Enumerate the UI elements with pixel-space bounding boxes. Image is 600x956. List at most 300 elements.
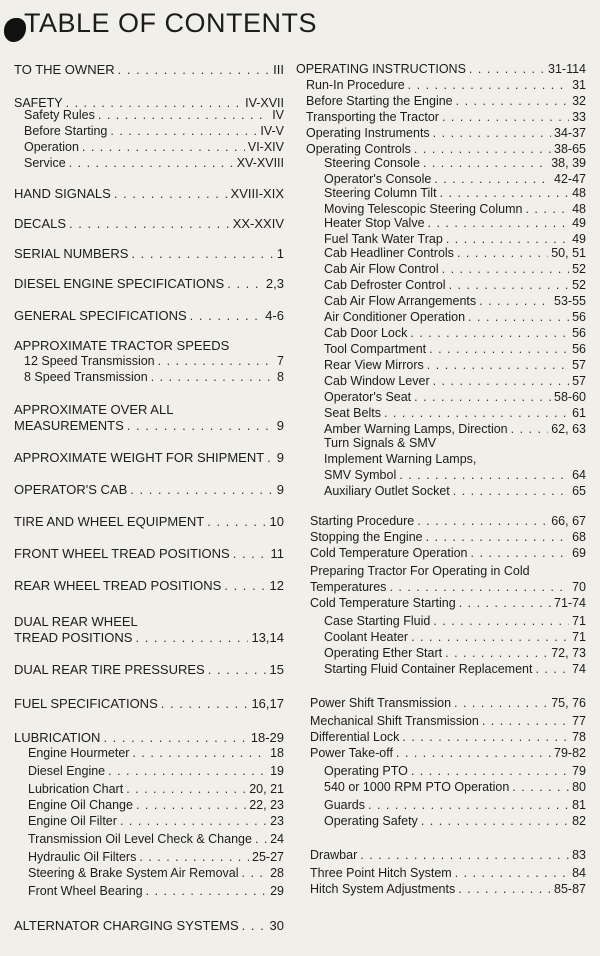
dot-leader (108, 764, 267, 779)
toc-entry (296, 714, 586, 729)
toc-entry-page: 11 (270, 546, 284, 561)
dot-leader (525, 202, 569, 217)
toc-entry (14, 746, 284, 761)
toc-entry-page: 38, 39 (551, 156, 586, 170)
dot-leader (453, 484, 569, 499)
toc-entry-label: Preparing Tractor For Operating in Cold (310, 564, 530, 578)
toc-entry (296, 484, 586, 499)
toc-entry-page: XX-XXIV (232, 216, 284, 231)
dot-leader (414, 390, 551, 405)
toc-entry-page: 18 (270, 746, 284, 760)
dot-leader (126, 782, 246, 797)
dot-leader (233, 546, 268, 561)
toc-entry-page: IV-XVII (245, 96, 284, 110)
toc-entry-page: 2,3 (265, 276, 284, 291)
toc-entry-label: Operating Controls (306, 142, 411, 156)
toc-entry-page: 75, 76 (551, 696, 586, 710)
dot-leader (434, 172, 551, 187)
toc-entry (296, 646, 586, 661)
toc-entry (296, 232, 586, 247)
toc-entry (296, 564, 586, 579)
toc-entry-label: Operator's Console (324, 172, 432, 186)
toc-entry-page: 48 (572, 186, 586, 200)
toc-entry-page: 72, 73 (551, 646, 586, 660)
dot-leader (208, 662, 267, 677)
dot-leader (433, 374, 569, 389)
toc-entry-page: IV (272, 108, 284, 122)
toc-entry-page: 25-27 (252, 850, 284, 864)
dot-leader (139, 850, 249, 865)
toc-entry-label: Operating PTO (324, 764, 408, 778)
dot-leader (114, 186, 228, 201)
dot-leader (127, 418, 274, 433)
toc-entry-label: TREAD POSITIONS (14, 630, 133, 645)
toc-entry-page: XVIII-XIX (230, 186, 284, 201)
toc-entry (14, 216, 284, 231)
toc-entry (296, 202, 586, 217)
dot-leader (69, 216, 230, 231)
toc-entry-label: Cold Temperature Operation (310, 546, 468, 560)
toc-entry-page: 52 (572, 278, 586, 292)
toc-entry-label: Operating Safety (324, 814, 418, 828)
toc-entry (296, 342, 586, 357)
toc-entry (14, 918, 284, 933)
toc-entry-page: 82 (572, 814, 586, 828)
toc-entry (14, 354, 284, 369)
dot-leader (429, 342, 569, 357)
toc-entry-label: Service (24, 156, 66, 170)
toc-entry (296, 630, 586, 645)
toc-entry-label: DUAL REAR WHEEL (14, 614, 138, 629)
toc-entry-label: Front Wheel Bearing (28, 884, 143, 898)
toc-entry-page: 50, 51 (551, 246, 586, 260)
toc-entry (296, 882, 586, 897)
toc-entry-label: APPROXIMATE OVER ALL (14, 402, 174, 417)
dot-leader (479, 294, 551, 309)
dot-leader (242, 866, 268, 881)
dot-leader (360, 848, 569, 863)
toc-entry (296, 436, 586, 451)
toc-entry (14, 662, 284, 677)
page-title: TABLE OF CONTENTS (24, 8, 318, 38)
toc-entry (14, 782, 284, 797)
toc-entry-label: Cold Temperature Starting (310, 596, 456, 610)
toc-entry-page: 7 (277, 354, 284, 368)
toc-entry-page: 8 (277, 370, 284, 384)
toc-entry (296, 866, 586, 881)
dot-leader (368, 798, 569, 813)
toc-entry-page: 28 (270, 866, 284, 880)
toc-entry-page: 56 (572, 326, 586, 340)
toc-entry-page: 34-37 (554, 126, 586, 140)
toc-entry-page: 78 (572, 730, 586, 744)
dot-leader (396, 746, 551, 761)
toc-entry-label: Hitch System Adjustments (310, 882, 456, 896)
toc-entry-label: Three Point Hitch System (310, 866, 452, 880)
toc-entry-page: 9 (276, 450, 284, 465)
toc-entry-label: Cab Air Flow Arrangements (324, 294, 477, 308)
toc-entry (296, 126, 586, 141)
toc-entry-label: Amber Warning Lamps, Direction (324, 422, 508, 436)
toc-entry (14, 850, 284, 865)
toc-entry-page: 77 (572, 714, 586, 728)
toc-entry-page: 18-29 (250, 730, 284, 745)
toc-entry-label: Engine Oil Change (28, 798, 133, 812)
toc-entry-page: 56 (572, 310, 586, 324)
toc-entry-page: 53-55 (554, 294, 586, 308)
dot-leader (456, 94, 569, 109)
toc-entry-page: 15 (269, 662, 284, 677)
toc-entry (296, 78, 586, 93)
toc-entry (14, 140, 284, 155)
dot-leader (103, 730, 247, 745)
toc-entry (14, 730, 284, 745)
toc-entry-label: Power Shift Transmission (310, 696, 452, 710)
toc-entry (14, 798, 284, 813)
dot-leader (482, 714, 569, 729)
toc-entry-label: OPERATING INSTRUCTIONS (296, 62, 466, 76)
toc-entry-label: 540 or 1000 RPM PTO Operation (324, 780, 510, 794)
toc-entry-label: Operation (24, 140, 79, 154)
toc-entry (14, 884, 284, 899)
toc-entry (296, 156, 586, 171)
toc-entry (296, 62, 586, 77)
dot-leader (427, 358, 569, 373)
toc-entry (296, 390, 586, 405)
dot-leader (442, 110, 569, 125)
dot-leader (161, 696, 249, 711)
dot-leader (207, 514, 266, 529)
toc-entry-page: 49 (572, 232, 586, 246)
toc-entry-label: Operating Ether Start (324, 646, 443, 660)
dot-leader (469, 62, 545, 77)
toc-entry-label: Cab Door Lock (324, 326, 408, 340)
toc-entry-label: HAND SIGNALS (14, 186, 111, 201)
toc-entry (14, 402, 284, 417)
toc-entry-label: Cab Headliner Controls (324, 246, 454, 260)
dot-leader (423, 156, 548, 171)
dot-leader (132, 746, 267, 761)
dot-leader (158, 354, 274, 369)
toc-entry-page: 57 (572, 358, 586, 372)
toc-entry (296, 358, 586, 373)
toc-entry-page: 9 (276, 482, 284, 497)
toc-entry-page: 61 (572, 406, 586, 420)
toc-entry-page: 71-74 (554, 596, 586, 610)
toc-entry-page: 71 (572, 630, 586, 644)
toc-entry-label: Implement Warning Lamps, (324, 452, 477, 466)
dot-leader (426, 530, 570, 545)
toc-entry (296, 614, 586, 629)
toc-entry (14, 108, 284, 123)
toc-entry (14, 370, 284, 385)
toc-entry-label: Engine Hourmeter (28, 746, 130, 760)
toc-entry (296, 662, 586, 677)
toc-entry-label: Hydraulic Oil Filters (28, 850, 137, 864)
dot-leader (135, 630, 248, 645)
toc-entry-label: Drawbar (310, 848, 358, 862)
toc-entry-page: 69 (572, 546, 586, 560)
toc-entry-label: LUBRICATION (14, 730, 101, 745)
toc-entry-label: Differential Lock (310, 730, 400, 744)
dot-leader (190, 308, 263, 323)
toc-entry (14, 546, 284, 561)
toc-entry (296, 310, 586, 325)
toc-entry (296, 798, 586, 813)
dot-leader (399, 468, 569, 483)
toc-entry (14, 246, 284, 261)
toc-entry-page: 49 (572, 216, 586, 230)
toc-entry (14, 832, 284, 847)
toc-entry-label: 8 Speed Transmission (24, 370, 148, 384)
dot-leader (457, 246, 548, 261)
dot-leader (414, 142, 551, 157)
dot-leader (433, 614, 569, 629)
dot-leader (428, 216, 570, 231)
toc-entry-page: IV-V (260, 124, 284, 138)
toc-entry (296, 142, 586, 157)
dot-leader (468, 310, 569, 325)
toc-entry-page: 13,14 (251, 630, 284, 645)
toc-entry (296, 696, 586, 711)
toc-entry-label: FRONT WHEEL TREAD POSITIONS (14, 546, 230, 561)
dot-leader (511, 422, 549, 437)
toc-entry (296, 780, 586, 795)
toc-entry (296, 172, 586, 187)
toc-entry-label: Coolant Heater (324, 630, 409, 644)
toc-entry-label: Lubrication Chart (28, 782, 124, 796)
ink-blot-mark (4, 18, 26, 42)
toc-entry-label: Starting Fluid Container Replacement (324, 662, 533, 676)
toc-entry-label: Case Starting Fluid (324, 614, 431, 628)
toc-entry-label: Transporting the Tractor (306, 110, 439, 124)
dot-leader (131, 246, 273, 261)
toc-entry-label: Steering Console (324, 156, 420, 170)
dot-leader (454, 696, 548, 711)
toc-entry-label: FUEL SPECIFICATIONS (14, 696, 158, 711)
toc-entry-page: III (273, 62, 284, 77)
toc-entry (296, 94, 586, 109)
dot-leader (433, 126, 551, 141)
toc-entry (14, 338, 284, 353)
toc-entry (14, 696, 284, 711)
toc-entry (296, 730, 586, 745)
toc-entry-label: Steering Column Tilt (324, 186, 437, 200)
toc-entry-label: Operator's Seat (324, 390, 412, 404)
toc-entry-label: Temperatures (310, 580, 387, 594)
toc-entry-page: 79 (572, 764, 586, 778)
dot-leader (130, 482, 274, 497)
toc-entry (14, 62, 284, 77)
dot-leader (411, 630, 569, 645)
dot-leader (445, 646, 548, 661)
toc-entry-label: Diesel Engine (28, 764, 106, 778)
toc-entry-page: 65 (572, 484, 586, 498)
toc-entry-label: DUAL REAR TIRE PRESSURES (14, 662, 205, 677)
dot-leader (146, 884, 267, 899)
toc-entry (296, 294, 586, 309)
toc-entry (296, 422, 586, 437)
toc-entry-page: XV-XVIII (236, 156, 284, 170)
dot-leader (384, 406, 569, 421)
toc-entry-page: 4-6 (265, 308, 284, 323)
toc-entry-label: SAFETY (14, 96, 63, 110)
toc-entry-label: Turn Signals & SMV (324, 436, 437, 450)
dot-leader (408, 78, 569, 93)
toc-entry-label: GENERAL SPECIFICATIONS (14, 308, 187, 323)
toc-entry-page: 24 (270, 832, 284, 846)
toc-entry-page: 58-60 (554, 390, 586, 404)
dot-leader (471, 546, 570, 561)
toc-entry-page: 33 (572, 110, 586, 124)
toc-entry-label: Heater Stop Valve (324, 216, 425, 230)
toc-entry-label: Cab Defroster Control (324, 278, 446, 292)
dot-leader (449, 278, 570, 293)
dot-leader (455, 866, 569, 881)
dot-leader (417, 514, 548, 529)
toc-entry (14, 186, 284, 201)
toc-entry-label: DIESEL ENGINE SPECIFICATIONS (14, 276, 225, 291)
toc-entry-page: 64 (572, 468, 586, 482)
toc-entry (14, 814, 284, 829)
toc-entry-page: 23 (270, 814, 284, 828)
toc-entry-label: Steering & Brake System Air Removal (28, 866, 239, 880)
toc-entry-page: 48 (572, 202, 586, 216)
toc-entry-label: ALTERNATOR CHARGING SYSTEMS (14, 918, 239, 933)
toc-entry-page: 32 (572, 94, 586, 108)
toc-entry-page: 71 (572, 614, 586, 628)
toc-entry-label: SERIAL NUMBERS (14, 246, 129, 261)
toc-entry-page: 38-65 (554, 142, 586, 156)
dot-leader (227, 276, 263, 291)
toc-entry-label: APPROXIMATE WEIGHT FOR SHIPMENT (14, 450, 265, 465)
toc-entry-label: Mechanical Shift Transmission (310, 714, 479, 728)
toc-entry-page: 12 (269, 578, 284, 593)
dot-leader (442, 262, 569, 277)
toc-entry (14, 450, 284, 465)
toc-entry (296, 814, 586, 829)
toc-entry (296, 596, 586, 611)
toc-entry (14, 276, 284, 291)
dot-leader (98, 108, 269, 123)
toc-entry-page: VI-XIV (247, 140, 284, 154)
toc-entry (296, 580, 586, 595)
toc-entry (296, 374, 586, 389)
toc-entry-page: 80 (572, 780, 586, 794)
dot-leader (459, 596, 551, 611)
toc-entry-label: Rear View Mirrors (324, 358, 424, 372)
dot-leader (458, 882, 551, 897)
toc-entry (14, 866, 284, 881)
dot-leader (267, 450, 274, 465)
dot-leader (120, 814, 267, 829)
dot-leader (421, 814, 569, 829)
dot-leader (402, 730, 569, 745)
toc-entry-label: MEASUREMENTS (14, 418, 124, 433)
dot-leader (224, 578, 266, 593)
toc-entry-page: 30 (269, 918, 284, 933)
toc-entry-label: Run-In Procedure (306, 78, 405, 92)
toc-entry-page: 79-82 (554, 746, 586, 760)
toc-entry-page: 66, 67 (551, 514, 586, 528)
toc-entry (296, 530, 586, 545)
toc-entry (14, 482, 284, 497)
dot-leader (410, 326, 569, 341)
dot-leader (136, 798, 246, 813)
toc-entry (296, 246, 586, 261)
toc-entry-label: TIRE AND WHEEL EQUIPMENT (14, 514, 205, 529)
toc-entry-page: 19 (270, 764, 284, 778)
dot-leader (151, 370, 274, 385)
dot-leader (82, 140, 245, 155)
dot-leader (440, 186, 570, 201)
toc-entry (14, 156, 284, 171)
toc-entry (14, 418, 284, 433)
toc-entry-page: 70 (572, 580, 586, 594)
toc-entry-label: Tool Compartment (324, 342, 427, 356)
toc-entry (14, 614, 284, 629)
toc-entry (14, 578, 284, 593)
toc-entry-label: Stopping the Engine (310, 530, 423, 544)
toc-entry (296, 406, 586, 421)
toc-entry-page: 83 (572, 848, 586, 862)
toc-entry-page: 16,17 (251, 696, 284, 711)
toc-entry-label: Engine Oil Filter (28, 814, 117, 828)
toc-entry (296, 764, 586, 779)
toc-entry-page: 85-87 (554, 882, 586, 896)
toc-entry (296, 546, 586, 561)
toc-entry-label: Auxiliary Outlet Socket (324, 484, 450, 498)
toc-entry (14, 630, 284, 645)
toc-entry-label: Starting Procedure (310, 514, 415, 528)
dot-leader (389, 580, 569, 595)
toc-entry-page: 20, 21 (249, 782, 284, 796)
dot-leader (446, 232, 569, 247)
toc-entry-page: 29 (270, 884, 284, 898)
toc-entry (296, 326, 586, 341)
toc-entry-label: Air Conditioner Operation (324, 310, 466, 324)
toc-entry (296, 110, 586, 125)
toc-entry (296, 262, 586, 277)
toc-entry (296, 452, 586, 467)
toc-entry-label: APPROXIMATE TRACTOR SPEEDS (14, 338, 230, 353)
toc-entry-page: 31-114 (548, 62, 586, 76)
toc-entry-label: Power Take-off (310, 746, 393, 760)
toc-entry-page: 22, 23 (249, 798, 284, 812)
toc-entry-label: DECALS (14, 216, 67, 231)
toc-entry-page: 9 (276, 418, 284, 433)
dot-leader (535, 662, 569, 677)
toc-entry (296, 278, 586, 293)
toc-entry-page: 10 (269, 514, 284, 529)
dot-leader (512, 780, 569, 795)
dot-leader (255, 832, 267, 847)
toc-entry-label: Guards (324, 798, 365, 812)
toc-entry (296, 216, 586, 231)
toc-entry-label: Transmission Oil Level Check & Change (28, 832, 252, 846)
toc-entry (14, 124, 284, 139)
toc-entry-label: REAR WHEEL TREAD POSITIONS (14, 578, 222, 593)
toc-entry-label: Seat Belts (324, 406, 381, 420)
toc-entry-label: SMV Symbol (324, 468, 397, 482)
toc-entry-label: Moving Telescopic Steering Column (324, 202, 523, 216)
dot-leader (110, 124, 257, 139)
toc-entry (296, 468, 586, 483)
toc-entry-page: 31 (572, 78, 586, 92)
toc-entry-label: Cab Air Flow Control (324, 262, 439, 276)
toc-entry-label: OPERATOR'S CAB (14, 482, 128, 497)
toc-entry-page: 62, 63 (551, 422, 586, 436)
